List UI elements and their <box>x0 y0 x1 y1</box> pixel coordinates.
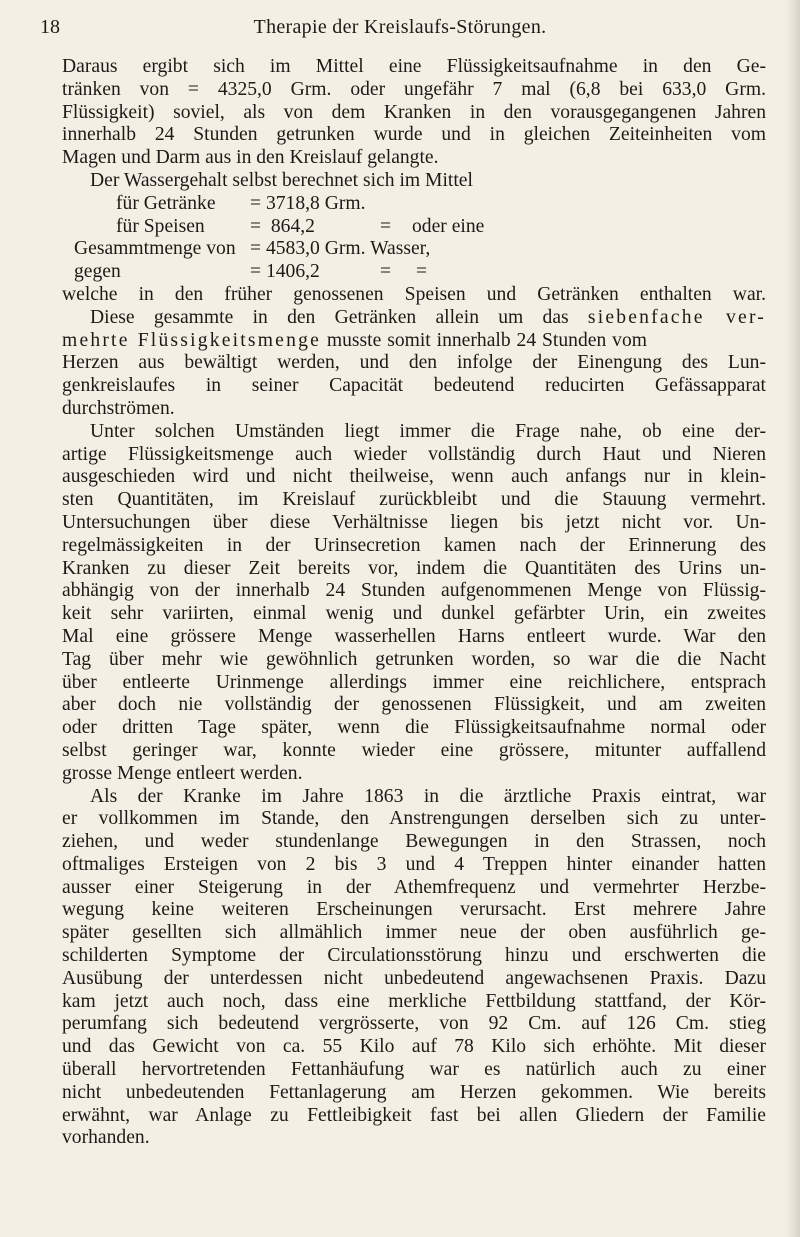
text-line: oder dritten Tage später, wenn die Flüssigkeitsaufnahme normal oder <box>62 717 766 739</box>
text-line: durchströmen. <box>62 397 175 419</box>
calc-row-food <box>62 216 766 239</box>
page-edge-shadow <box>786 0 800 1237</box>
text-line: Tag über mehr wie gewöhnlich getrunken worden, so war die die Nacht <box>62 648 766 670</box>
text-line: später gesellten sich allmählich immer neue der oben ausführlich ge- <box>62 922 766 944</box>
text-line: artige Flüssigkeitsmenge auch wieder vollständig durch Haut und Nieren <box>62 443 766 465</box>
text-line: wegung keine weiteren Erscheinungen verursacht. Erst mehrere Jahre <box>62 899 766 921</box>
text-line: nicht unbedeutenden Fettanlagerung am Herzen gekommen. Wie bereits <box>62 1081 766 1103</box>
calc-row-against <box>62 261 766 284</box>
text-line: grosse Menge entleert werden. <box>62 762 303 784</box>
text-line: regelmässigkeiten in der Urinsecretion kamen nach der Erinnerung des <box>62 534 766 556</box>
text-line: Daraus ergibt sich im Mittel eine Flüssigkeitsaufnahme in den Ge- <box>62 56 766 77</box>
text-line: er vollkommen im Stande, den Anstrengungen derselben sich zu unter- <box>62 808 766 830</box>
text-line: schilderten Symptome der Circulationsstörung hinzu und erschwerten die <box>62 945 766 967</box>
calc-value: = 3718,8 Grm. <box>250 192 366 214</box>
text-line <box>62 330 766 353</box>
emphasis-span: siebenfache ver- <box>587 306 766 328</box>
text-line: und das Gewicht von ca. 55 Kilo auf 78 Kilo sich erhöhte. Mit dieser <box>62 1036 766 1058</box>
ditto-mark: = <box>380 261 392 283</box>
text-line: keit sehr variirten, einmal wenig und dunkel gefärbter Urin, ein zweites <box>62 603 766 625</box>
calc-label: gegen <box>74 261 121 283</box>
text-line: ausgeschieden wird und nicht theilweise, wenn auch anfangs nur in klein- <box>62 466 766 488</box>
text-line: innerhalb 24 Stunden getrunken wurde und in gleichen Zeiteinheiten vom <box>62 124 766 146</box>
text-line: Untersuchungen über diese Verhältnisse liegen bis jetzt nicht vor. Un- <box>62 511 766 533</box>
text-line: kam jetzt auch noch, dass eine merkliche Fettbildung stattfand, der Kör- <box>62 990 766 1012</box>
calc-value: = 1406,2 <box>250 261 320 283</box>
text-line: Unter solchen Umständen liegt immer die Frage nahe, ob eine der- <box>90 420 766 442</box>
text-line: selbst geringer war, konnte wieder eine grössere, mitunter auffallend <box>62 739 766 761</box>
text-line: vorhanden. <box>62 1127 150 1149</box>
text-line: tränken von = 4325,0 Grm. oder ungefähr 7 mal (6,8 bei 633,0 Grm. <box>62 78 766 100</box>
text-line: über entleerte Urinmenge allerdings immer eine reichlichere, entsprach <box>62 671 766 693</box>
text-line: erwähnt, war Anlage zu Fettleibigkeit fast bei allen Gliedern der Familie <box>62 1104 766 1126</box>
emphasis-span: mehrte Flüssigkeitsmenge <box>62 329 321 351</box>
text-line: Mal eine grössere Menge wasserhellen Harns entleert wurde. War den <box>62 625 766 647</box>
ditto-mark: = <box>380 215 392 237</box>
page-number: 18 <box>40 16 60 38</box>
text-line: Herzen aus bewältigt werden, und den infolge der Einengung des Lun- <box>62 352 766 374</box>
text-span: musste somit innerhalb 24 Stunden vom <box>320 329 647 351</box>
calc-value: = 4583,0 Grm. Wasser, <box>250 238 431 260</box>
running-title: Therapie der Kreislaufs-Störungen. <box>253 16 547 38</box>
text-line: Ausübung der unterdessen nicht unbedeutend angewachsenen Praxis. Dazu <box>62 967 766 989</box>
calc-label: Gesammtmenge von <box>74 238 236 260</box>
text-line: Der Wassergehalt selbst berechnet sich im Mittel <box>90 169 473 191</box>
ditto-mark: = <box>416 261 428 283</box>
text-line: überall hervortretenden Fettanhäufung war es natürlich auch zu einer <box>62 1059 766 1081</box>
text-span: Diese gesammte in den Getränken allein um das <box>90 306 588 328</box>
calc-label: für Speisen <box>116 215 205 237</box>
text-line: Als der Kranke im Jahre 1863 in die ärztliche Praxis eintrat, war <box>90 785 766 807</box>
calc-label: für Getränke <box>116 192 216 214</box>
text-line: ziehen, und weder stundenlange Bewegungen in den Strassen, noch <box>62 831 766 853</box>
text-line <box>62 307 766 330</box>
text-line: perumfang sich bedeutend vergrösserte, von 92 Cm. auf 126 Cm. stieg <box>62 1013 766 1035</box>
calc-rest: oder eine <box>412 215 485 237</box>
calc-row-total <box>62 238 766 261</box>
text-line: aber doch nie vollständig der genossenen Flüssigkeit, und am zweiten <box>62 694 766 716</box>
text-line: ausser einer Steigerung in der Athemfrequenz und vermehrter Herzbe- <box>62 876 766 898</box>
text-line: welche in den früher genossenen Speisen und Getränken enthalten war. <box>62 283 766 305</box>
text-line: Magen und Darm aus in den Kreislauf gelangte. <box>62 147 439 169</box>
calc-row-drinks <box>62 193 766 216</box>
text-line: abhängig von der innerhalb 24 Stunden aufgenommenen Menge von Flüssig- <box>62 580 766 602</box>
text-line: sten Quantitäten, im Kreislauf zurückbleibt und die Stauung vermehrt. <box>62 489 766 511</box>
text-line: genkreislaufes in seiner Capacität bedeutend reducirten Gefässapparat <box>62 375 766 397</box>
text-line: Flüssigkeit) soviel, als von dem Kranken in den vorausgegangenen Jahren <box>62 101 766 123</box>
body-text <box>62 56 766 1150</box>
text-line: oftmaliges Ersteigen von 2 bis 3 und 4 Treppen hinter einander hatten <box>62 853 766 875</box>
text-line: Kranken zu dieser Zeit bereits vor, indem die Quantitäten des Urins un- <box>62 557 766 579</box>
page-header <box>40 16 760 44</box>
calc-value: = 864,2 <box>250 215 315 237</box>
